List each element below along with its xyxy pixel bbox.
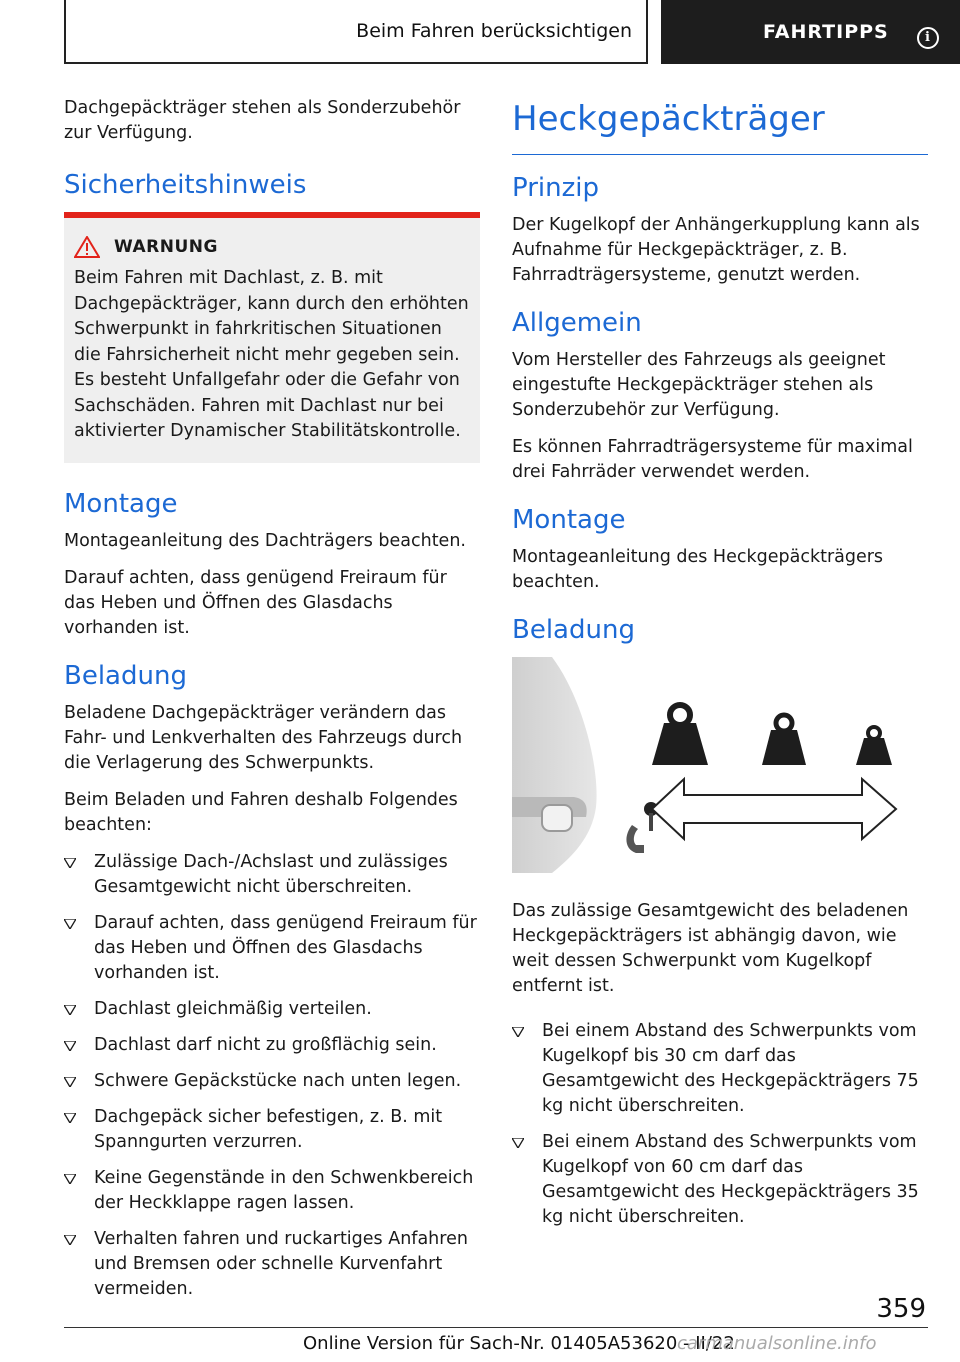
- beladung-bullet-list-right: [512, 1019, 928, 1230]
- list-item: [64, 1105, 480, 1155]
- montage-text-1: Montageanleitung des Dachträgers beachten.: [64, 530, 466, 551]
- header-section-title: Beim Fahren berücksichtigen: [356, 20, 632, 42]
- list-item-text: Keine Gegenstände in den Schwenkbereich der Heckklappe ragen lassen.: [94, 1167, 474, 1213]
- page-number: 359: [876, 1294, 926, 1324]
- montage-heading-right: Montage: [512, 505, 626, 535]
- list-item: [64, 1166, 480, 1216]
- triangle-bullet-icon: [64, 1077, 76, 1087]
- beladung-heading-left: Beladung: [64, 660, 187, 691]
- warning-title-row: [74, 236, 470, 258]
- triangle-bullet-icon: [64, 1041, 76, 1051]
- warning-triangle-icon: [74, 236, 100, 258]
- list-item: [64, 850, 480, 900]
- prinzip-text: Der Kugelkopf der Anhängerkupplung kann als Aufnahme für Heckgepäckträger, z. B. Fahrradträgersysteme, genutzt werden.: [512, 215, 920, 285]
- triangle-bullet-icon: [64, 1235, 76, 1245]
- footer-divider: [64, 1327, 928, 1328]
- list-item-text: Dachlast darf nicht zu großflächig sein.: [94, 1034, 437, 1055]
- beladung-text-2: Beim Beladen und Fahren deshalb Folgendes beachten:: [64, 789, 458, 835]
- triangle-bullet-icon: [512, 1138, 524, 1148]
- safety-heading: Sicherheitshinweis: [64, 170, 307, 200]
- warning-text: Beim Fahren mit Dachlast, z. B. mit Dachgepäckträger, kann durch den erhöhten Schwerpunkt in fahrkritischen Situationen die Fahrsicherheit nicht mehr gegeben sein. Es besteht Unfallgefahr oder die Gefahr von Sachschäden. Fahren mit Dachlast nur bei aktivierter Dynamischer Stabilitätskontrolle.: [74, 268, 469, 441]
- montage-heading-left: Montage: [64, 488, 178, 519]
- list-item: [64, 1227, 480, 1302]
- list-item-text: Zulässige Dach-/Achslast und zulässiges Gesamtgewicht nicht überschreiten.: [94, 851, 448, 897]
- list-item-text: Verhalten fahren und ruckartiges Anfahren und Bremsen oder schnelle Kurvenfahrt vermeiden.: [94, 1228, 468, 1299]
- beladung-text-right: Das zulässige Gesamtgewicht des beladenen Heckgepäckträgers ist abhängig davon, wie weit dessen Schwerpunkt vom Kugelkopf entfernt ist.: [512, 901, 909, 996]
- allgemein-heading: Allgemein: [512, 308, 642, 338]
- montage-text-2: Darauf achten, dass genügend Freiraum für das Heben und Öffnen des Glasdachs vorhanden ist.: [64, 567, 447, 638]
- header-chapter-tab: [661, 0, 960, 64]
- triangle-bullet-icon: [64, 858, 76, 868]
- list-item: [64, 997, 480, 1022]
- list-item: [512, 1019, 928, 1119]
- page-title: Heckgepäckträger: [512, 96, 928, 155]
- list-item: [64, 1033, 480, 1058]
- list-item-text: Dachlast gleichmäßig verteilen.: [94, 998, 372, 1019]
- info-icon: i: [917, 27, 939, 49]
- beladung-text-1: Beladene Dachgepäckträger verändern das Fahr- und Lenkverhalten des Fahrzeugs durch die Verlagerung des Schwerpunkts.: [64, 702, 463, 773]
- list-item: [512, 1130, 928, 1230]
- allgemein-text-2: Es können Fahrradträgersysteme für maximal drei Fahrräder verwendet werden.: [512, 437, 913, 482]
- triangle-bullet-icon: [64, 1005, 76, 1015]
- triangle-bullet-icon: [64, 919, 76, 929]
- prinzip-heading: Prinzip: [512, 173, 599, 203]
- header-section-box: [64, 0, 648, 64]
- warning-box: [64, 212, 480, 463]
- warning-label: WARNUNG: [114, 237, 218, 257]
- allgemein-text-1: Vom Hersteller des Fahrzeugs als geeignet eingestufte Heckgepäckträger stehen als Sonderzubehör zur Verfügung.: [512, 350, 886, 420]
- list-item-text: Schwere Gepäckstücke nach unten legen.: [94, 1070, 462, 1091]
- footer-watermark: carmanualsonline.info: [677, 1333, 877, 1354]
- left-column: [64, 96, 480, 1313]
- triangle-bullet-icon: [64, 1113, 76, 1123]
- list-item-text: Bei einem Abstand des Schwerpunkts vom Kugelkopf bis 30 cm darf das Gesamtgewicht des Heckgepäckträgers 75 kg nicht überschreiten.: [542, 1021, 919, 1116]
- triangle-bullet-icon: [512, 1027, 524, 1037]
- beladung-heading-right: Beladung: [512, 615, 635, 645]
- exhaust-icon: [542, 805, 572, 831]
- list-item-text: Bei einem Abstand des Schwerpunkts vom Kugelkopf von 60 cm darf das Gesamtgewicht des Heckgepäckträgers 35 kg nicht überschreiten.: [542, 1132, 919, 1227]
- list-item-text: Dachgepäck sicher befestigen, z. B. mit Spanngurten verzurren.: [94, 1106, 443, 1152]
- load-distribution-illustration: [512, 657, 928, 873]
- beladung-bullet-list-left: [64, 850, 480, 1302]
- list-item-text: Darauf achten, dass genügend Freiraum für das Heben und Öffnen des Glasdachs vorhanden ist.: [94, 912, 477, 983]
- list-item: [64, 1069, 480, 1094]
- montage-text-right: Montageanleitung des Heckgepäckträgers beachten.: [512, 547, 884, 592]
- header-chapter-title: FAHRTIPPS: [763, 21, 889, 43]
- list-item: [64, 911, 480, 986]
- intro-text: Dachgepäckträger stehen als Sonderzubehör zur Verfügung.: [64, 98, 461, 143]
- footer-online-version: Online Version für Sach-Nr. 01405A53620 - II/22: [303, 1333, 735, 1354]
- triangle-bullet-icon: [64, 1174, 76, 1184]
- right-column: [512, 96, 928, 1241]
